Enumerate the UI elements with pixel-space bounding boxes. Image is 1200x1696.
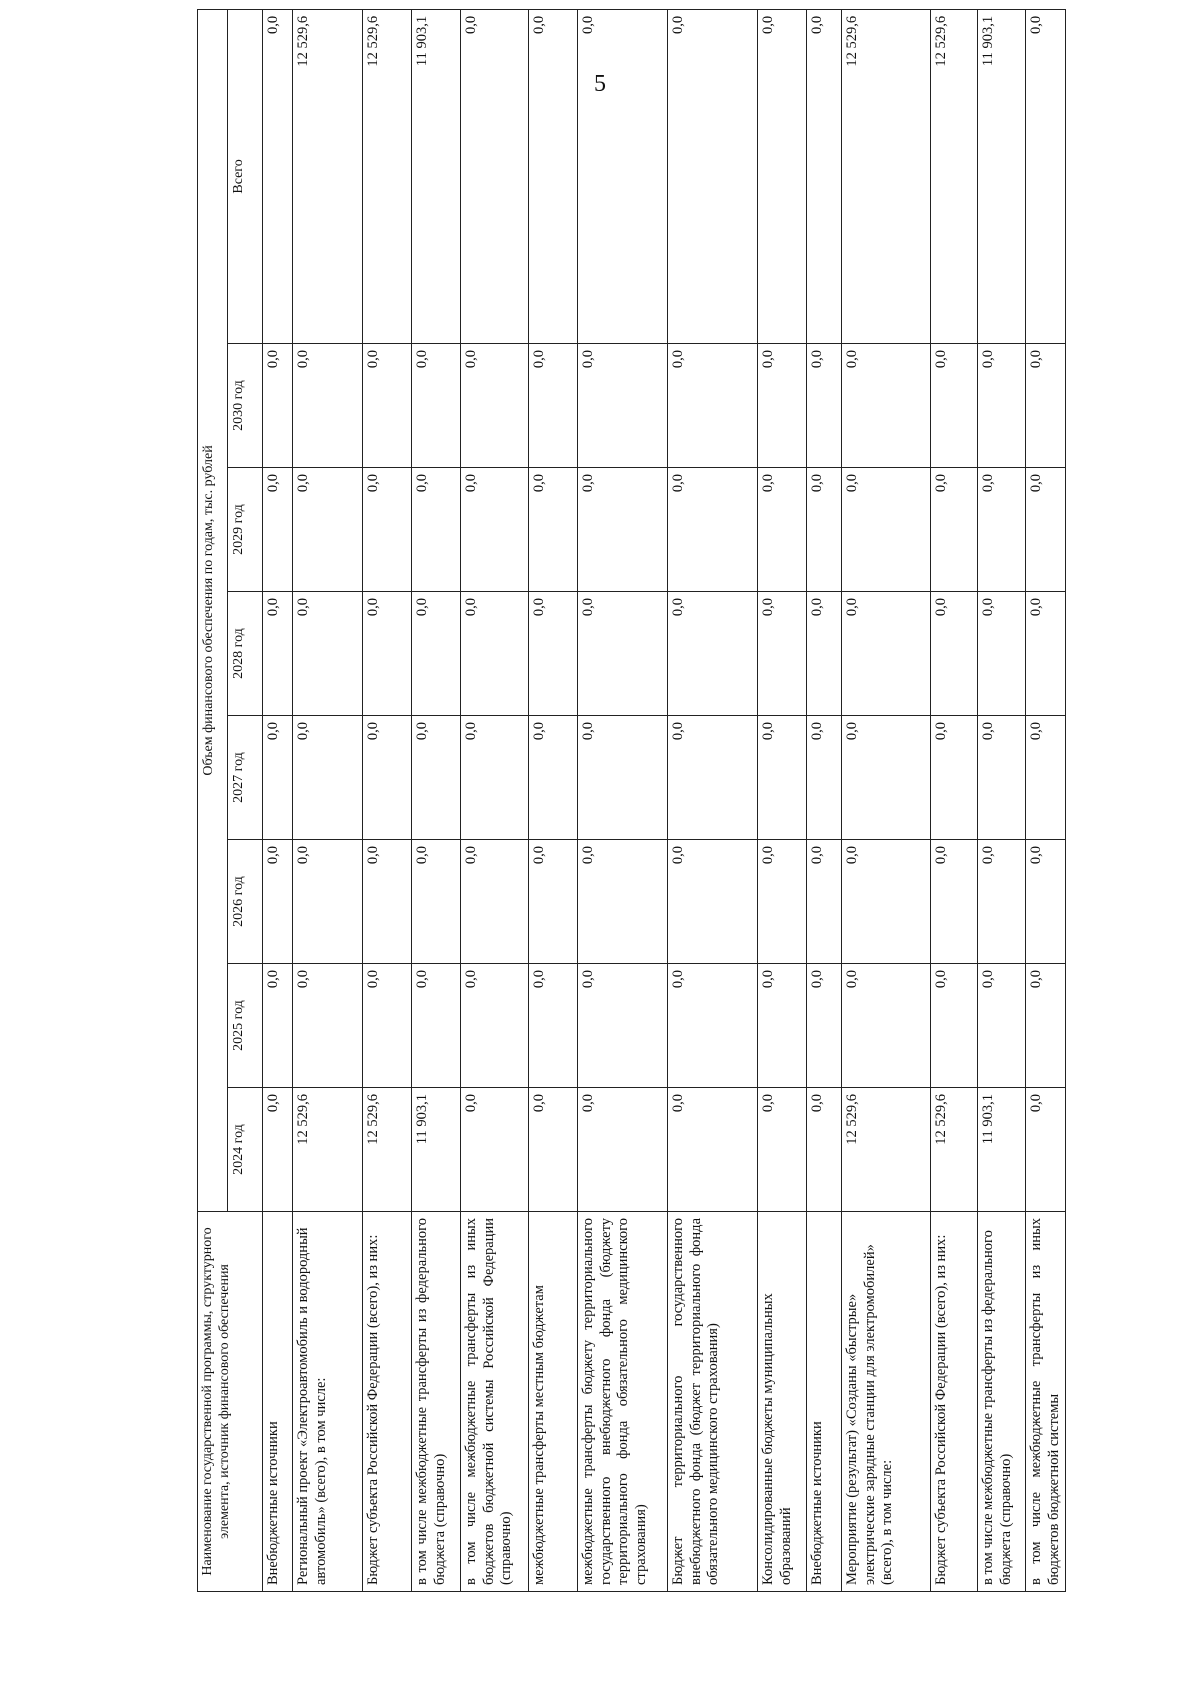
year-value-cell: 0,0 — [529, 716, 578, 840]
year-value-cell: 0,0 — [931, 592, 978, 716]
total-value-cell: 0,0 — [1026, 9, 1066, 343]
year-value-cell: 0,0 — [758, 964, 807, 1088]
table-row — [263, 9, 293, 1591]
year-value-cell: 0,0 — [978, 964, 1026, 1088]
header-year-2026: 2026 год — [228, 840, 263, 964]
year-value-cell: 0,0 — [529, 344, 578, 468]
year-value-cell: 0,0 — [412, 964, 461, 1088]
year-value-cell: 0,0 — [412, 344, 461, 468]
year-value-cell: 0,0 — [842, 716, 931, 840]
year-value-cell: 0,0 — [263, 840, 293, 964]
year-value-cell: 0,0 — [363, 468, 412, 592]
year-value-cell: 0,0 — [842, 964, 931, 1088]
year-value-cell: 11 903,1 — [978, 1088, 1026, 1212]
year-value-cell: 0,0 — [293, 592, 363, 716]
year-value-cell: 0,0 — [578, 592, 668, 716]
table-row — [461, 9, 529, 1591]
total-value-cell: 0,0 — [263, 9, 293, 343]
year-value-cell: 0,0 — [578, 964, 668, 1088]
year-value-cell: 0,0 — [1026, 716, 1066, 840]
total-value-cell: 11 903,1 — [412, 9, 461, 343]
row-label: межбюджетные трансферты местным бюджетам — [529, 1212, 578, 1592]
year-value-cell: 12 529,6 — [842, 1088, 931, 1212]
year-value-cell: 0,0 — [668, 716, 758, 840]
year-value-cell: 0,0 — [758, 840, 807, 964]
year-value-cell: 0,0 — [461, 964, 529, 1088]
year-value-cell: 0,0 — [758, 468, 807, 592]
year-value-cell: 0,0 — [578, 716, 668, 840]
page-number: 5 — [594, 71, 606, 97]
year-value-cell: 0,0 — [263, 592, 293, 716]
year-value-cell: 0,0 — [931, 964, 978, 1088]
year-value-cell: 0,0 — [807, 840, 842, 964]
year-value-cell: 0,0 — [842, 468, 931, 592]
year-value-cell: 0,0 — [931, 840, 978, 964]
year-value-cell: 0,0 — [931, 716, 978, 840]
year-value-cell: 0,0 — [758, 1088, 807, 1212]
total-value-cell: 0,0 — [668, 9, 758, 343]
year-value-cell: 12 529,6 — [293, 1088, 363, 1212]
year-value-cell: 0,0 — [363, 344, 412, 468]
header-year-2028: 2028 год — [228, 592, 263, 716]
year-value-cell: 0,0 — [461, 344, 529, 468]
total-value-cell: 0,0 — [461, 9, 529, 343]
year-value-cell: 0,0 — [412, 592, 461, 716]
year-value-cell: 0,0 — [461, 716, 529, 840]
table-row — [978, 9, 1026, 1591]
table-row — [931, 9, 978, 1591]
header-total: Всего — [228, 9, 263, 343]
row-label: Бюджет субъекта Российской Федерации (всего), из них: — [363, 1212, 412, 1592]
year-value-cell: 0,0 — [668, 592, 758, 716]
total-value-cell: 12 529,6 — [931, 9, 978, 343]
year-value-cell: 0,0 — [363, 592, 412, 716]
year-value-cell: 0,0 — [842, 344, 931, 468]
year-value-cell: 0,0 — [807, 964, 842, 1088]
row-label: Консолидированные бюджеты муниципальных образований — [758, 1212, 807, 1592]
year-value-cell: 0,0 — [578, 840, 668, 964]
year-value-cell: 0,0 — [1026, 592, 1066, 716]
year-value-cell: 0,0 — [578, 1088, 668, 1212]
year-value-cell: 0,0 — [1026, 840, 1066, 964]
table-row — [529, 9, 578, 1591]
header-year-2025: 2025 год — [228, 964, 263, 1088]
row-label: Внебюджетные источники — [807, 1212, 842, 1592]
table-row — [412, 9, 461, 1591]
year-value-cell: 0,0 — [263, 344, 293, 468]
year-value-cell: 0,0 — [668, 964, 758, 1088]
header-year-2027: 2027 год — [228, 716, 263, 840]
year-value-cell: 0,0 — [529, 840, 578, 964]
row-label: Мероприятие (результат) «Созданы «быстрые» электрические зарядные станции для электромобилей» (всего), в том числе: — [842, 1212, 931, 1592]
total-value-cell: 11 903,1 — [978, 9, 1026, 343]
year-value-cell: 0,0 — [1026, 344, 1066, 468]
table-row — [578, 9, 668, 1591]
financing-table — [197, 9, 1066, 1592]
table-row — [363, 9, 412, 1591]
year-value-cell: 0,0 — [978, 716, 1026, 840]
row-label: Бюджет субъекта Российской Федерации (всего), из них: — [931, 1212, 978, 1592]
year-value-cell: 0,0 — [529, 592, 578, 716]
year-value-cell: 0,0 — [293, 344, 363, 468]
year-value-cell: 0,0 — [461, 468, 529, 592]
header-year-2029: 2029 год — [228, 468, 263, 592]
row-label: в том числе межбюджетные трансферты из иных бюджетов бюджетной системы — [1026, 1212, 1066, 1592]
year-value-cell: 0,0 — [363, 840, 412, 964]
year-value-cell: 12 529,6 — [363, 1088, 412, 1212]
total-value-cell: 0,0 — [807, 9, 842, 343]
table-row — [807, 9, 842, 1591]
year-value-cell: 0,0 — [668, 840, 758, 964]
year-value-cell: 0,0 — [263, 1088, 293, 1212]
year-value-cell: 0,0 — [668, 344, 758, 468]
table-row — [842, 9, 931, 1591]
year-value-cell: 11 903,1 — [412, 1088, 461, 1212]
year-value-cell: 0,0 — [807, 1088, 842, 1212]
year-value-cell: 0,0 — [461, 1088, 529, 1212]
year-value-cell: 12 529,6 — [931, 1088, 978, 1212]
year-value-cell: 0,0 — [363, 964, 412, 1088]
table-row — [1026, 9, 1066, 1591]
year-value-cell: 0,0 — [807, 468, 842, 592]
row-label: в том числе межбюджетные трансферты из федерального бюджета (справочно) — [978, 1212, 1026, 1592]
table-row — [758, 9, 807, 1591]
year-value-cell: 0,0 — [1026, 964, 1066, 1088]
row-label: межбюджетные трансферты бюджету территориального государственного внебюджетного фонда (бюджету территориального фонда обязательного медицинского страхования) — [578, 1212, 668, 1592]
row-label: Региональный проект «Электроавтомобиль и водородный автомобиль» (всего), в том числе: — [293, 1212, 363, 1592]
year-value-cell: 0,0 — [263, 468, 293, 592]
year-value-cell: 0,0 — [263, 964, 293, 1088]
year-value-cell: 0,0 — [412, 840, 461, 964]
year-value-cell: 0,0 — [293, 840, 363, 964]
year-value-cell: 0,0 — [978, 840, 1026, 964]
year-value-cell: 0,0 — [978, 344, 1026, 468]
year-value-cell: 0,0 — [293, 468, 363, 592]
year-value-cell: 0,0 — [293, 716, 363, 840]
year-value-cell: 0,0 — [758, 716, 807, 840]
header-year-2024: 2024 год — [228, 1088, 263, 1212]
year-value-cell: 0,0 — [807, 592, 842, 716]
year-value-cell: 0,0 — [1026, 1088, 1066, 1212]
year-value-cell: 0,0 — [529, 468, 578, 592]
total-value-cell: 0,0 — [529, 9, 578, 343]
year-value-cell: 0,0 — [807, 716, 842, 840]
table-body — [263, 9, 1066, 1591]
year-value-cell: 0,0 — [412, 468, 461, 592]
year-value-cell: 0,0 — [461, 592, 529, 716]
year-value-cell: 0,0 — [931, 468, 978, 592]
year-value-cell: 0,0 — [1026, 468, 1066, 592]
year-value-cell: 0,0 — [668, 468, 758, 592]
year-value-cell: 0,0 — [363, 716, 412, 840]
row-label: Бюджет территориального государственного внебюджетного фонда (бюджет территориального фонда обязательного медицинского страхования) — [668, 1212, 758, 1592]
header-financing-volume: Объем финансового обеспечения по годам, тыс. рублей — [198, 9, 228, 1211]
table-row — [293, 9, 363, 1591]
year-value-cell: 0,0 — [758, 592, 807, 716]
year-value-cell: 0,0 — [978, 592, 1026, 716]
header-year-2030: 2030 год — [228, 344, 263, 468]
year-value-cell: 0,0 — [263, 716, 293, 840]
total-value-cell: 12 529,6 — [293, 9, 363, 343]
row-label: в том числе межбюджетные трансферты из федерального бюджета (справочно) — [412, 1212, 461, 1592]
rotated-landscape-page — [197, 15, 1062, 1592]
year-value-cell: 0,0 — [578, 344, 668, 468]
total-value-cell: 12 529,6 — [363, 9, 412, 343]
year-value-cell: 0,0 — [758, 344, 807, 468]
year-value-cell: 0,0 — [461, 840, 529, 964]
total-value-cell: 0,0 — [758, 9, 807, 343]
year-value-cell: 0,0 — [293, 964, 363, 1088]
year-value-cell: 0,0 — [931, 344, 978, 468]
row-label: в том числе межбюджетные трансферты из иных бюджетов бюджетной системы Российской Федерации (справочно) — [461, 1212, 529, 1592]
total-value-cell: 12 529,6 — [842, 9, 931, 343]
header-name-cell: Наименование государственной программы, структурного элемента, источник финансового обеспечения — [198, 1212, 263, 1592]
table-row — [668, 9, 758, 1591]
year-value-cell: 0,0 — [842, 840, 931, 964]
year-value-cell: 0,0 — [668, 1088, 758, 1212]
year-value-cell: 0,0 — [412, 716, 461, 840]
total-value-cell: 0,0 — [578, 9, 668, 343]
year-value-cell: 0,0 — [978, 468, 1026, 592]
year-value-cell: 0,0 — [578, 468, 668, 592]
year-value-cell: 0,0 — [529, 964, 578, 1088]
year-value-cell: 0,0 — [842, 592, 931, 716]
year-value-cell: 0,0 — [807, 344, 842, 468]
row-label: Внебюджетные источники — [263, 1212, 293, 1592]
year-value-cell: 0,0 — [529, 1088, 578, 1212]
